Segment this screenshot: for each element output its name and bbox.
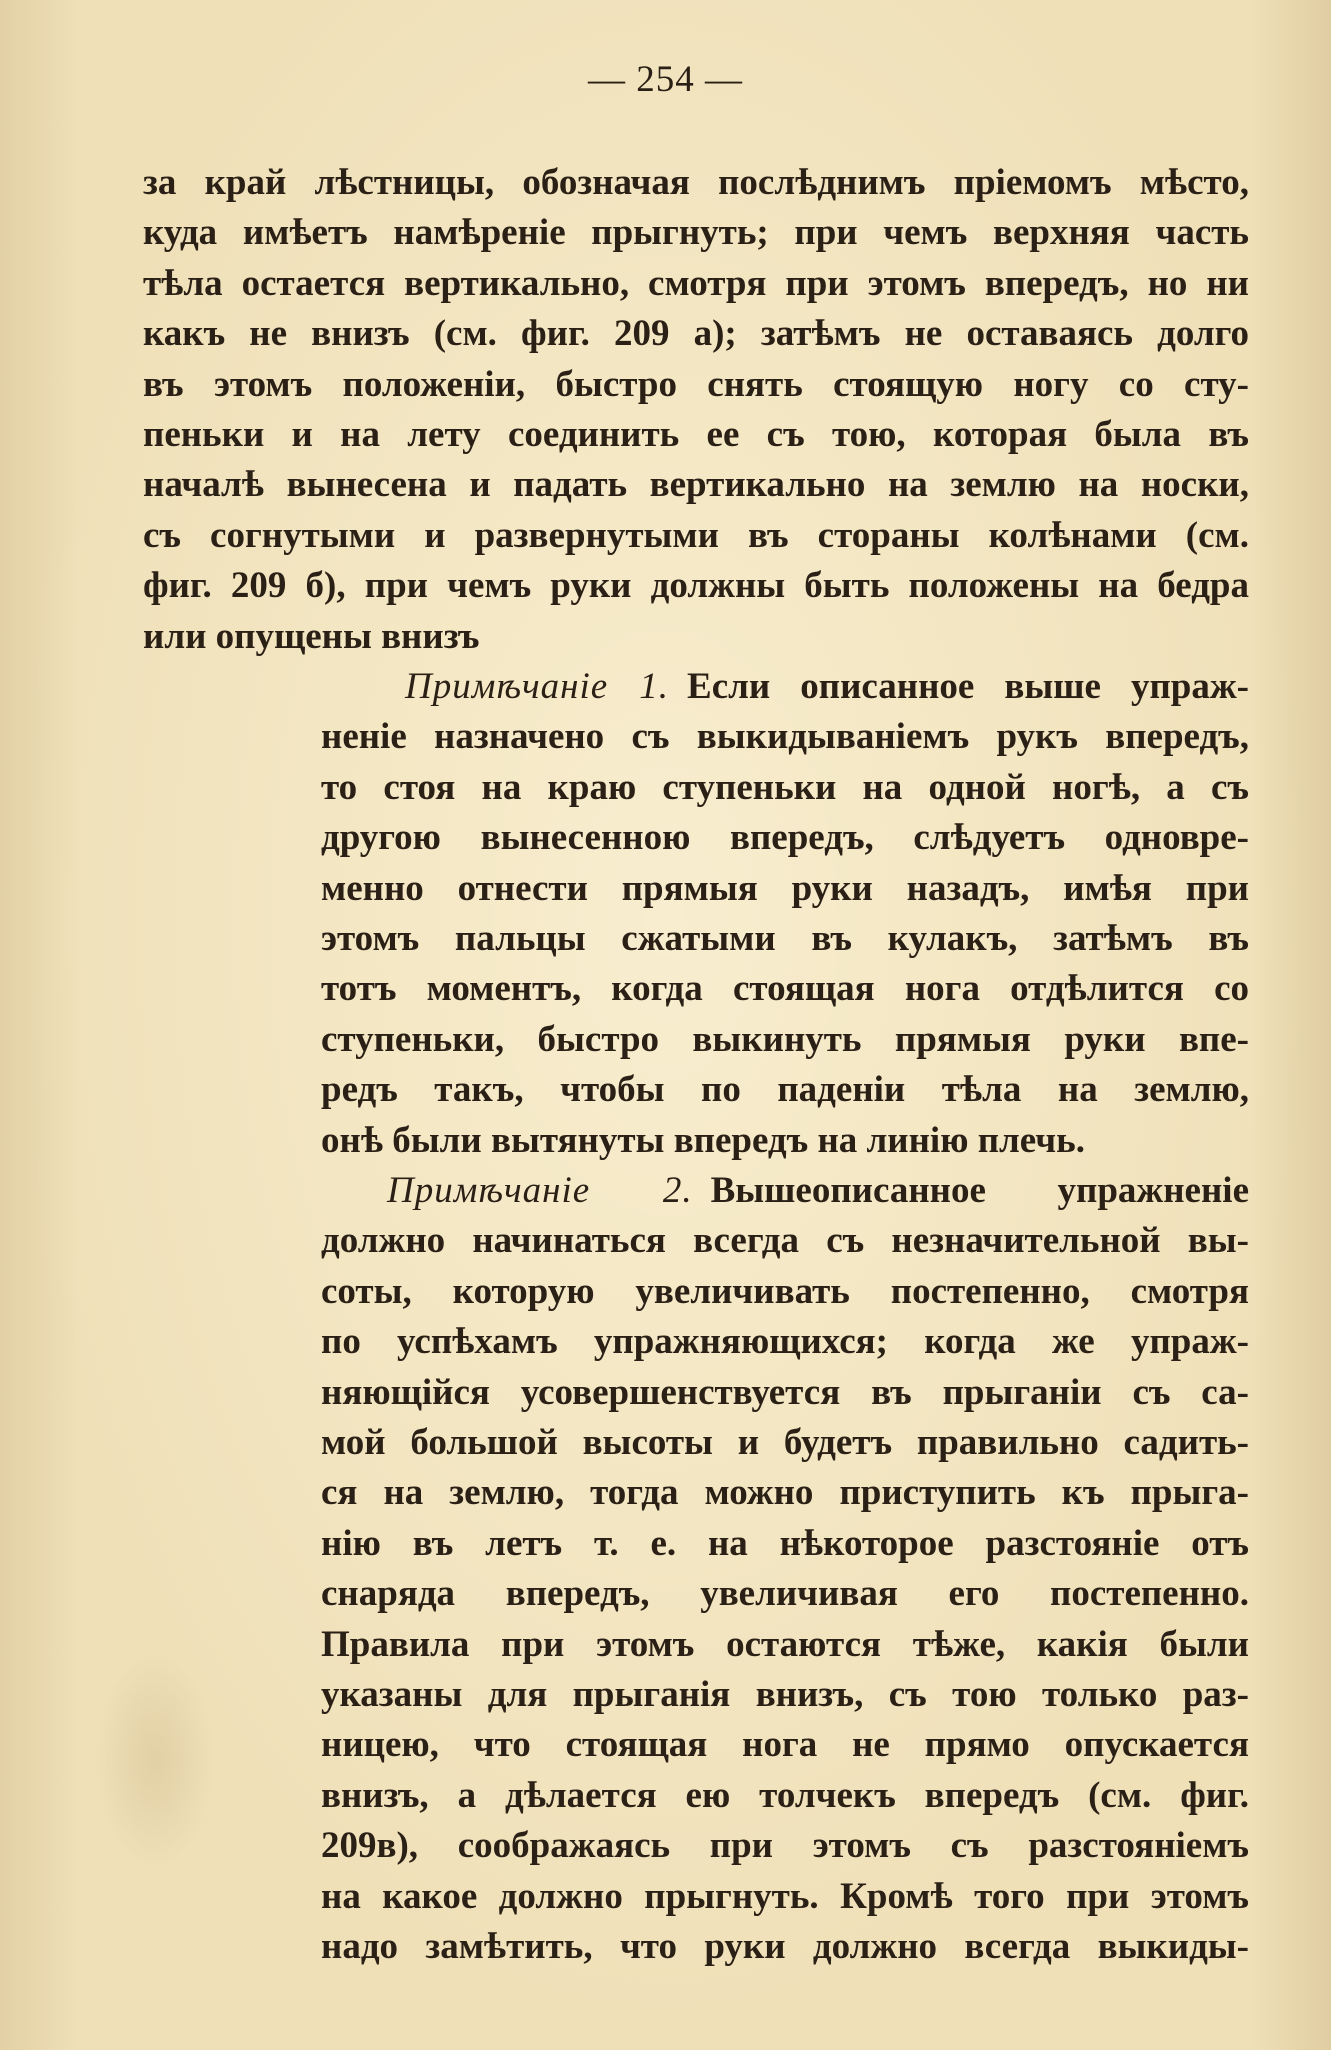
note-first-text: Вышеописанное упражненіе bbox=[710, 1170, 1249, 1211]
body-line: началѣ вынесена и падать вертикально на землю на носки, bbox=[143, 464, 1249, 506]
body-line: пеньки и на лету соединить ее съ тою, которая была въ bbox=[143, 414, 1249, 455]
note-line: указаны для прыганія внизъ, съ тою только раз- bbox=[321, 1674, 1249, 1715]
note-line: 209в), соображаясь при этомъ съ разстояніемъ bbox=[321, 1825, 1249, 1867]
note-line: должно начинаться всегда съ незначительной вы- bbox=[321, 1220, 1249, 1262]
body-line: за край лѣстницы, обозначая послѣднимъ пріемомъ мѣсто, bbox=[143, 162, 1249, 203]
note-line: редъ такъ, чтобы по паденіи тѣла на землю, bbox=[321, 1069, 1249, 1111]
body-line: или опущены внизъ bbox=[143, 615, 480, 657]
note-first-line bbox=[387, 1166, 1249, 1216]
note-line: менно отнести прямыя руки назадъ, имѣя при bbox=[321, 867, 1249, 909]
note-line: внизъ, а дѣлается ею толчекъ впередъ (см. фиг. bbox=[321, 1774, 1249, 1816]
note-line: Правила при этомъ остаются тѣже, какія были bbox=[321, 1623, 1249, 1665]
note-line: снаряда впередъ, увеличивая его постепенно. bbox=[321, 1573, 1249, 1615]
body-line: фиг. 209 б), при чемъ руки должны быть положены на бедра bbox=[143, 565, 1249, 607]
note-line: ницею, что стоящая нога не прямо опускается bbox=[321, 1724, 1249, 1766]
note-line: надо замѣтить, что руки должно всегда выкиды- bbox=[321, 1926, 1249, 1967]
note-line: ся на землю, тогда можно приступить къ прыга- bbox=[321, 1472, 1249, 1514]
body-line: какъ не внизъ (см. фиг. 209 а); затѣмъ не оставаясь долго bbox=[143, 313, 1249, 355]
note-first-text: Если описанное выше упраж- bbox=[687, 666, 1249, 707]
note-line: то стоя на краю ступеньки на одной ногѣ, а съ bbox=[321, 766, 1249, 808]
note-line: другою вынесенною впередъ, слѣдуетъ одновре- bbox=[321, 817, 1249, 859]
body-line: въ этомъ положеніи, быстро снять стоящую ногу со сту- bbox=[143, 363, 1249, 405]
note-line: соты, которую увеличивать постепенно, смотря bbox=[321, 1270, 1249, 1312]
body-line: куда имѣетъ намѣреніе прыгнуть; при чемъ верхняя часть bbox=[143, 212, 1249, 254]
note-label: Примѣчаніе 2. bbox=[387, 1170, 693, 1211]
page-number: — 254 — bbox=[588, 59, 743, 100]
paper-stain bbox=[95, 1650, 215, 1870]
note-line: няющійся усовершенствуется въ прыганіи съ са- bbox=[321, 1371, 1249, 1413]
note-first-line bbox=[405, 662, 1249, 712]
note-label: Примѣчаніе 1. bbox=[405, 666, 670, 707]
note-line: неніе назначено съ выкидываніемъ рукъ впередъ, bbox=[321, 716, 1249, 758]
note-line: ступеньки, быстро выкинуть прямыя руки впе- bbox=[321, 1018, 1249, 1060]
note-line: этомъ пальцы сжатыми въ кулакъ, затѣмъ въ bbox=[321, 918, 1249, 959]
body-line: съ согнутыми и развернутыми въ стораны колѣнами (см. bbox=[143, 514, 1249, 556]
note-line: нію въ летъ т. е. на нѣкоторое разстояніе отъ bbox=[321, 1522, 1249, 1564]
note-line: на какое должно прыгнуть. Кромѣ того при этомъ bbox=[321, 1875, 1249, 1917]
note-line: мой большой высоты и будетъ правильно садить- bbox=[321, 1422, 1249, 1463]
note-line: по успѣхамъ упражняющихся; когда же упраж- bbox=[321, 1321, 1249, 1363]
note-line: онѣ были вытянуты впередъ на линію плечь. bbox=[321, 1119, 1085, 1161]
body-line: тѣла остается вертикально, смотря при этомъ впередъ, но ни bbox=[143, 262, 1249, 304]
note-line: тотъ моментъ, когда стоящая нога отдѣлится со bbox=[321, 968, 1249, 1010]
